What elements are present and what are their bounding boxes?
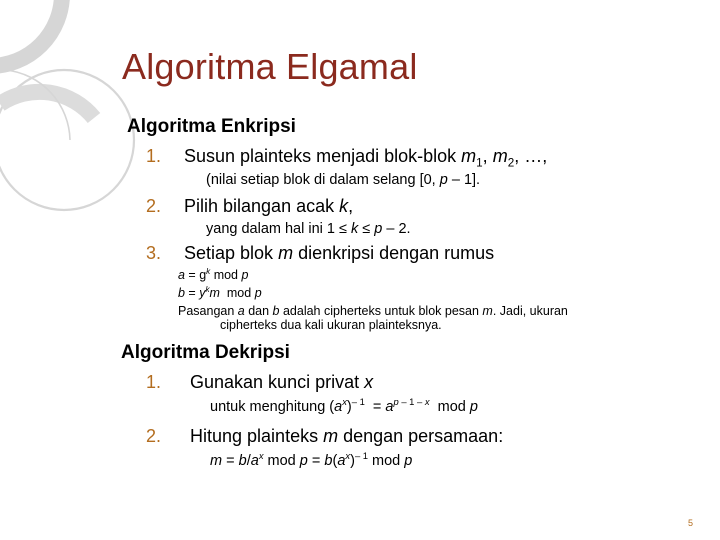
enc-formula-a: $a = g^k$ mod p (178, 266, 249, 282)
dec-step2-text: Hitung plainteks m dengan persamaan: (190, 426, 504, 446)
enc-formula-b: $b = y^km$ mod p (178, 284, 262, 300)
enc-step3-note-line2: cipherteks dua kali ukuran plainteksnya. (220, 318, 442, 332)
enc-step3-note-line1: Pasangan a dan b adalah cipherteks untuk blok pesan m. Jadi, ukuran (178, 304, 568, 318)
dec-step1-text: Gunakan kunci privat x (190, 372, 374, 392)
enc-step1-number: 1. (146, 146, 162, 166)
enc-step2-number: 2. (146, 196, 162, 216)
ring-arc-left (0, 92, 94, 118)
enc-step2-text: Pilih bilangan acak k, (184, 196, 354, 216)
ring-top-left (0, 0, 62, 66)
enc-step2-note: yang dalam hal ini 1 ≤ k ≤ p – 2. (206, 221, 411, 237)
dec-formula: $m = b/a^x$ mod $p = b(a^x)^{- 1}$ mod p (210, 450, 413, 469)
enc-step1-text: Susun plainteks menjadi blok-blok $m_1$, $m_2$, …, (184, 146, 548, 170)
ring-arc-lower (6, 70, 70, 140)
enc-step3-number: 3. (146, 243, 162, 263)
heading-dekripsi: Algoritma Dekripsi (121, 342, 290, 363)
enc-step3-text: Setiap blok m dienkripsi dengan rumus (184, 243, 495, 263)
dec-step2-number: 2. (146, 426, 162, 446)
dec-step1-number: 1. (146, 372, 162, 392)
dec-step1-note: untuk menghitung $(a^x)^{- 1} = a^{p - 1 - x}$ mod p (210, 396, 478, 415)
enc-step1-note: (nilai setiap blok di dalam selang [0, p – 1]. (206, 172, 481, 188)
page-number: 5 (687, 518, 693, 528)
slide-title: Algoritma Elgamal (122, 46, 418, 87)
heading-enkripsi: Algoritma Enkripsi (127, 116, 296, 137)
